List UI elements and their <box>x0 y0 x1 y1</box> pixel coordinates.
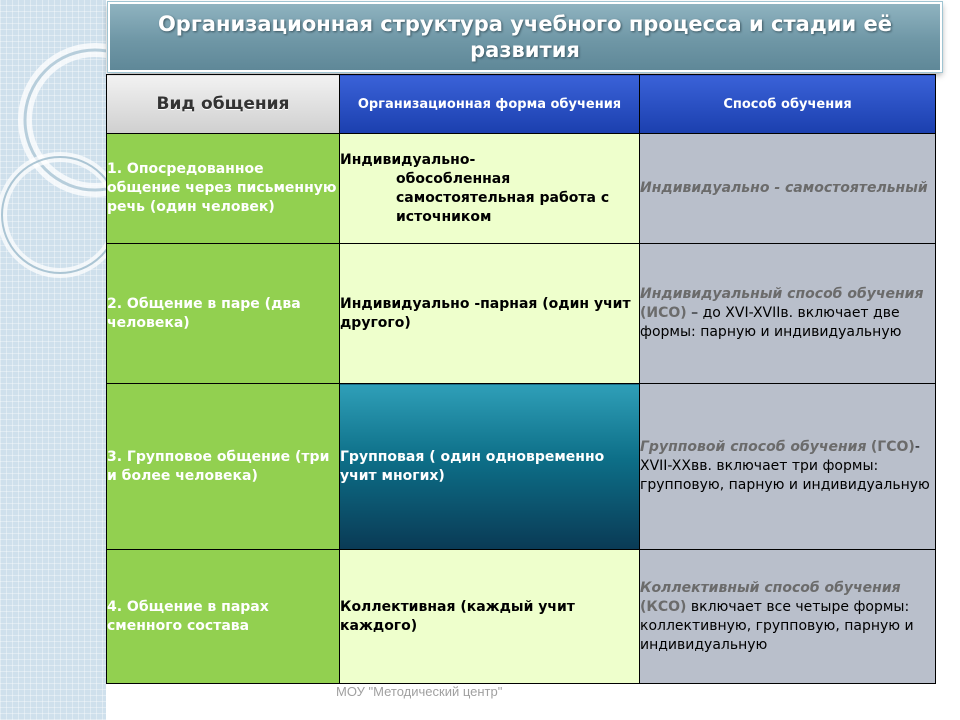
method-description: – до XVI-XVIIв. включает две формы: парную и индивидуальную <box>640 305 902 340</box>
method-title: Коллективный способ обучения <box>640 579 901 596</box>
communication-type-cell: 1. Опосредованное общение через письменную речь (один человек) <box>107 134 340 244</box>
method-abbreviation: (ГСО) <box>870 439 915 455</box>
communication-type-cell: 2. Общение в паре (два человека) <box>107 244 340 384</box>
learning-method-cell <box>640 244 936 384</box>
method-abbreviation: (КСО) <box>640 598 687 615</box>
decorative-rings <box>0 0 106 720</box>
learning-method-cell <box>640 550 936 684</box>
organizational-form-rest: обособленная самостоятельная работа с источником <box>396 170 610 225</box>
header-communication-type: Вид общения <box>107 75 340 134</box>
method-title: Индивидуальный способ обучения <box>640 286 924 302</box>
page-title: Организационная структура учебного процесса и стадии её развития <box>157 12 893 62</box>
table-row <box>107 134 936 244</box>
table-header-row <box>107 75 936 134</box>
header-organizational-form: Организационная форма обучения <box>340 75 640 134</box>
organizational-form-cell: Индивидуально -парная (один учит другого) <box>340 244 640 384</box>
organizational-form-cell: Коллективная (каждый учит каждого) <box>340 550 640 684</box>
structure-table <box>106 74 936 684</box>
table-row <box>107 550 936 684</box>
decorative-side-strip <box>0 0 106 720</box>
method-title: Индивидуально - самостоятельный <box>640 180 928 196</box>
method-description: -XVII-XXвв. включает три формы: групповую, парную и индивидуальную <box>640 439 930 493</box>
table-row <box>107 384 936 550</box>
method-description: включает все четыре формы: коллективную, групповую, парную и индивидуальную <box>640 598 914 653</box>
footer-caption: МОУ "Методический центр" <box>336 684 503 699</box>
organizational-form-cell <box>340 134 640 244</box>
organizational-form-first-line: Индивидуально- <box>340 151 476 168</box>
method-title: Групповой способ обучения <box>640 439 867 455</box>
communication-type-cell: 4. Общение в парах сменного состава <box>107 550 340 684</box>
title-banner <box>108 2 942 72</box>
header-learning-method: Способ обучения <box>640 75 936 134</box>
communication-type-cell: 3. Групповое общение (три и более человека) <box>107 384 340 550</box>
table-row <box>107 244 936 384</box>
learning-method-cell <box>640 384 936 550</box>
method-abbreviation: (ИСО) <box>640 305 687 321</box>
organizational-form-cell: Групповая ( один одновременно учит многих) <box>340 384 640 550</box>
learning-method-cell <box>640 134 936 244</box>
